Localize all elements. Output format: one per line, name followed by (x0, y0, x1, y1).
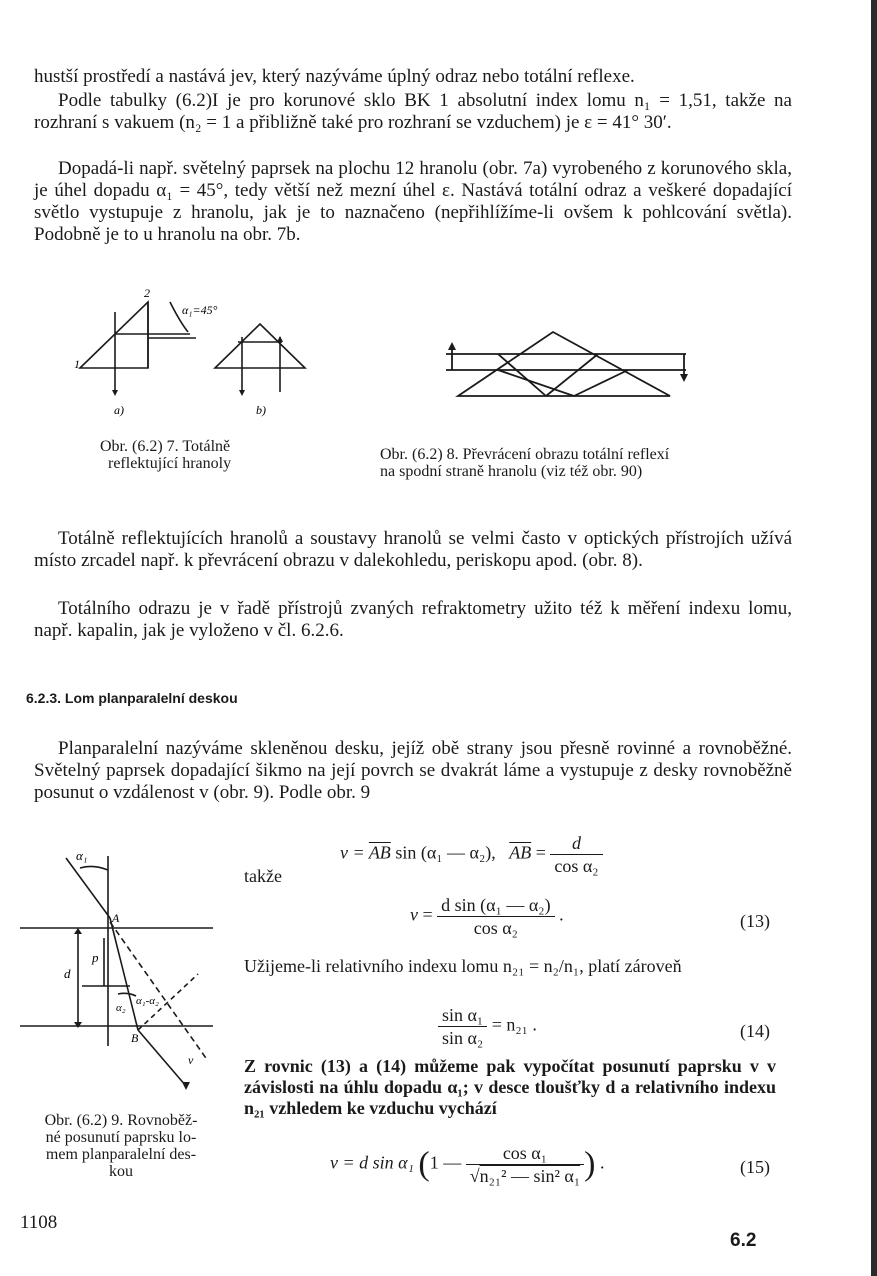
paragraph-refractometers (34, 598, 792, 642)
equation-14 (438, 1004, 770, 1049)
eq15-denominator: n₂₁² — sin² α₁ (479, 1166, 581, 1186)
equation-13: v = $\frac{\text{d sin (α₁ — α₂)}}{\text{cos α₂}}$ . (13) (410, 895, 770, 938)
fig7-angle-label: α₁=45° (182, 303, 218, 317)
page-number: 1108 (20, 1212, 58, 1233)
page-edge-shadow (871, 0, 877, 1276)
eq-AB2: $\overline{AB}$ (509, 842, 532, 863)
paragraph-prism-usage (34, 528, 792, 572)
figure-8-image-inversion (438, 326, 698, 406)
eq13-denominator: cos α₂ (473, 918, 518, 938)
fig9-caption-line: kou (109, 1163, 133, 1180)
eq15-one: 1 — (429, 1152, 462, 1173)
prism-a-outline (80, 302, 148, 368)
paragraph-shift-derivation (244, 1056, 776, 1119)
paragraph-text: Z rovnic (13) a (14) můžeme pak vypočítat posunutí paprsku v v závislosti na úhlu dopadu α₁; v desce tloušťky d a relativního indexu n₂₁ vzhledem ke vzduchu vychází (244, 1056, 776, 1118)
equation-15: v = d sin α₁ (1 — $\frac{\text{cos α₁}}{\text{√n₂₁² — sin² α₁}}$ ) . (15) (330, 1143, 770, 1186)
fig9-label-B: B (131, 1031, 139, 1045)
eq-AB: $\overline{AB}$ (368, 842, 391, 863)
eq15-denominator-wrap: √n₂₁² — sin² α₁ (469, 1166, 581, 1186)
fig9-label-alpha2: α₂ (116, 1002, 126, 1014)
figure-7-caption (100, 438, 300, 472)
paragraph-prism-example (34, 158, 792, 246)
eq13-fraction (437, 894, 554, 939)
fig9-label-v: v (188, 1053, 194, 1067)
eq14-fraction (438, 1004, 487, 1049)
paragraph-text: hustší prostředí a nastává jev, který nazýváme úplný odraz nebo totální reflexe. (34, 66, 635, 87)
eq-v-lhs: v = (340, 842, 369, 863)
fig9-caption-line: mem planparalelní des- (45, 1146, 197, 1163)
prism-b-outline (215, 324, 305, 368)
eq-equals: = (531, 842, 551, 863)
paragraph-crown-glass (34, 90, 792, 134)
equation-13-number: (13) (740, 911, 770, 931)
fig9-caption-line: Obr. (6.2) 9. Rovnoběž- (44, 1112, 198, 1129)
figure-9-caption (18, 1112, 224, 1180)
eq14-denominator: sin α₂ (442, 1028, 484, 1048)
paragraph-text: Planparalelní nazýváme skleněnou desku, jejíž obě strany jsou přesně rovinné a rovnoběžné. Světelný paprsek dopadající šikmo na její povrch se dvakrát láme a vystupuje z desky rovnoběžně posunut o vzdálenost v (obr. 9). Podle obr. 9 (34, 738, 792, 803)
prism-8-outline (458, 332, 670, 396)
fig7-caption-line: reflektující hranoly (108, 455, 232, 472)
eq15-fraction (466, 1142, 584, 1187)
eq15-numerator: cos α₁ (466, 1142, 584, 1165)
equation-14-number: (14) (740, 1021, 770, 1041)
fig8-caption-line: na spodní straně hranolu (viz též obr. 90) (380, 463, 643, 480)
fig8-caption-line: Obr. (6.2) 8. Převrácení obrazu totální reflexí (380, 446, 670, 463)
paragraph-total-reflection-intro (34, 66, 792, 88)
fig9-label-d: d (64, 966, 71, 981)
paragraph-takze (244, 866, 776, 887)
image-arrow (680, 374, 688, 382)
chapter-mark: 6.2 (730, 1230, 757, 1251)
emergent-ray (138, 1030, 186, 1086)
equation-15-number: (15) (740, 1157, 770, 1177)
eq14-numerator: sin α₁ (438, 1004, 487, 1027)
paragraph-text: Totálního odrazu je v řadě přístrojů zvaných refraktometry užito též k měření indexu lomu, např. kapalin, jak je vyloženo v čl. 6.2.6. (34, 598, 792, 641)
figure-9-plate-shift (18, 846, 228, 1096)
eq-numerator: d (550, 832, 602, 855)
eq13-numerator: d sin (α₁ — α₂) (437, 894, 554, 917)
fig9-caption-line: né posunutí paprsku lo- (45, 1129, 197, 1146)
fig7-label-a: a) (114, 403, 124, 417)
paragraph-text: Užijeme-li relativního indexu lomu n₂₁ = n₂/n₁, platí zároveň (244, 956, 682, 976)
section-heading: 6.2.3. Lom planparalelní deskou (26, 690, 238, 706)
object-arrow (448, 342, 456, 350)
fig7-label-b: b) (256, 403, 266, 417)
fig7-label-2: 2 (144, 286, 150, 300)
eq-denominator: cos α₂ (554, 856, 599, 876)
eq15-lhs: v = d sin α₁ (330, 1152, 414, 1173)
fig9-label-diff: α₁-α₂ (136, 995, 159, 1007)
eq14-rhs: = n₂₁ . (491, 1014, 537, 1035)
figure-7-prisms (70, 282, 320, 422)
fig9-label-p: p (92, 950, 99, 965)
paragraph-text: Totálně reflektujících hranolů a soustavy hranolů se velmi často v optických přístrojích užívá místo zrcadel např. k převrácení obrazu v dalekohledu, periskopu apod. (obr. 8). (34, 528, 792, 571)
paragraph-relative-index (244, 956, 776, 977)
fig7-caption-line: Obr. (6.2) 7. Totálně (100, 438, 231, 455)
paragraph-text: takže (244, 866, 282, 886)
fig7-label-1: 1 (74, 357, 80, 371)
paragraph-planparallel-plate (34, 738, 792, 804)
fig9-label-A: A (112, 911, 120, 925)
fig9-label-alpha1: α₁ (76, 848, 88, 863)
paragraph-text: Podle tabulky (6.2)I je pro korunové sklo BK 1 absolutní index lomu n₁ = 1,51, takže na rozhraní s vakuem (n₂ = 1 a přibližně také pro rozhraní se vzduchem) je ε = 41° 30′. (34, 90, 792, 133)
paragraph-text: Dopadá-li např. světelný paprsek na plochu 12 hranolu (obr. 7a) vyrobeného z korunového skla, je úhel dopadu α₁ = 45°, tedy větší než mezní úhel ε. Nastává totální odraz a veškeré dopadající světlo vystupuje z hranolu, jak je to naznačeno (nepřihlížíme-li ovšem k pohlcování světla). Podobně je to u hranolu na obr. 7b. (34, 158, 792, 245)
eq-sin: sin (α₁ — α₂), (390, 842, 496, 863)
figure-8-caption (380, 446, 770, 480)
